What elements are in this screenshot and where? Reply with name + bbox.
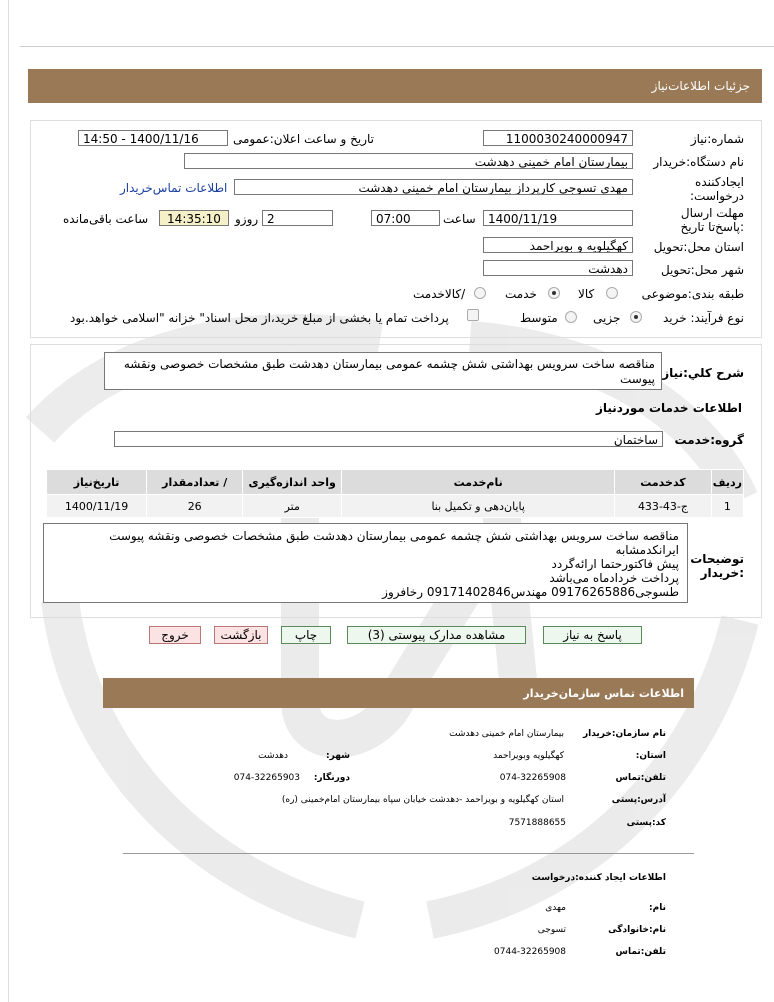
buyer-org-label: نام دستگاه:خریدار [653,155,744,169]
creator-family-value: تسوجی [537,925,566,935]
page-left-border [8,0,9,1002]
cell-service-name: پایان‌دهی و تکمیل بنا [342,495,615,518]
contact-province-value: کهگیلویه وبویراحمد [493,751,564,761]
city-label: شهر محل:تحویل [660,263,744,277]
reply-button[interactable]: پاسخ به نیاز [543,626,642,644]
category-radio-goods[interactable] [606,287,618,299]
cell-service-code: ج-43-433 [615,495,712,518]
creator-section-title: اطلاعات ایجاد کننده:درخواست [531,873,666,883]
contact-postal-label: کد:پستی [626,818,666,828]
creator-label: ایجادکننده درخواست: [690,175,744,203]
treasury-payment-checkbox[interactable] [467,309,479,321]
days-field: 2 [262,210,333,226]
col-header-unit: واحد اندازه‌گیری [243,470,342,495]
contact-postal-value: 7571888655 [508,818,566,828]
notes-line: مناقصه ساخت سرویس بهداشتی شش چشمه عمومی بیمارستان دهدشت طبق مشخصات خصوصی ونقشه پیوست [109,529,679,543]
cell-unit: متر [243,495,342,518]
buyer-org-field: بیمارستان امام خمینی دهدشت [184,153,633,169]
creator-name-label: نام: [649,903,666,913]
col-header-service-code: کدخدمت [615,470,712,495]
contact-city-label: شهر: [326,751,350,761]
notes-line: پرداخت خردادماه می‌باشد [549,571,679,585]
col-header-quantity: / تعدادمقدار [147,470,243,495]
days-label: روزو [235,212,259,226]
contact-org-value: بیمارستان امام خمینی دهدشت [449,729,564,739]
city-field: دهدشت [483,260,633,276]
col-header-service-name: نام‌خدمت [342,470,615,495]
deadline-date-field: 1400/11/19 [483,210,633,226]
print-button[interactable]: چاپ [281,626,331,644]
process-small-label: جزیی [593,311,621,325]
creator-name-value: مهدی [545,903,566,913]
details-header-title: جزئیات اطلاعات‌نیاز [651,79,750,93]
deadline-time-field: 07:00 [371,210,440,226]
notes-line: طسوجی09176265886 مهندس09171402846 رخافروز [382,585,679,599]
category-radio-goods-service[interactable] [474,287,486,299]
process-radio-medium[interactable] [565,311,577,323]
contact-address-label: آدرس:پستی [611,795,666,805]
details-header-bar [28,69,762,103]
creator-phone-label: تلفن:تماس [615,947,666,957]
service-group-field: ساختمان [114,431,663,447]
category-goods-service-label: /کالاخدمت [413,287,466,301]
service-group-label: گروه:خدمت [674,433,744,447]
category-service-label: خدمت [505,287,537,301]
remaining-time-label: ساعت باقی‌مانده [63,212,149,226]
services-table [46,469,744,518]
exit-button[interactable]: خروج [149,626,201,644]
remaining-time-field: 14:35:10 [159,210,229,226]
announce-label: تاریخ و ساعت اعلان:عمومی [232,132,374,146]
col-header-need-date: تاریخ‌نیاز [47,470,147,495]
buyer-notes-box [43,523,688,603]
summary-label: شرح کلي:نیاز [662,366,744,380]
notes-line: پیش فاکتورحتما ارائه‌گردد [551,557,679,571]
creator-family-label: نام:خانوادگی [608,925,666,935]
contact-phone-label: تلفن:تماس [615,773,666,783]
process-medium-label: متوسط [520,311,558,325]
summary-text: مناقصه ساخت سرویس بهداشتی شش چشمه عمومی بیمارستان دهدشت طبق مشخصات خصوصی ونقشه پیوست [104,352,662,390]
back-button[interactable]: بازگشت [214,626,268,644]
contact-province-label: استان: [635,751,666,761]
need-number-label: شماره:نیاز [690,132,744,146]
treasury-payment-note: پرداخت تمام یا بخشی از مبلغ خرید،از محل اسناد" خزانه "اسلامی خواهد.بود [70,311,449,325]
process-label: نوع فرآیند: خرید [663,311,744,325]
contact-address-value: استان کهگیلویه و بویراحمد -دهدشت خیابان سپاه بیمارستان امام‌خمینی (ره) [281,795,564,805]
contact-divider [123,853,694,854]
contact-fax-value: 074-32265903 [233,773,300,783]
creator-phone-value: 0744-32265908 [494,947,566,957]
category-label: طبقه بندی:موضوعی [641,287,744,301]
province-field: کهگیلویه و بویراحمد [483,237,633,253]
buyer-notes-label: توضیحات :خریدار [690,552,744,580]
contact-phone-value: 074-32265908 [499,773,566,783]
need-number-field: 1100030240000947 [483,130,633,146]
province-label: استان محل:تحویل [653,240,744,254]
contact-header-bar [103,678,694,708]
announce-field: 1400/11/16 - 14:50 [78,130,228,146]
contact-fax-label: دورنگار: [313,773,350,783]
deadline-label: مهلت ارسال :پاسخ‌تا تاریخ [680,206,744,234]
creator-field: مهدی تسوجی کارپرداز بیمارستان امام خمینی دهدشت [234,179,633,195]
category-radio-service[interactable] [548,287,560,299]
col-header-row-number: ردیف [711,470,743,495]
category-goods-label: کالا [578,287,595,301]
process-radio-small[interactable] [630,311,642,323]
cell-row-number: 1 [711,495,743,518]
deadline-time-label: ساعت [443,212,476,226]
top-divider [20,46,774,47]
cell-quantity: 26 [147,495,243,518]
notes-line: ایرانکدمشابه [615,543,679,557]
table-row [47,495,744,518]
buyer-contact-link[interactable]: اطلاعات تماس‌خریدار [120,181,228,195]
contact-header-title: اطلاعات تماس سازمان‌خریدار [523,687,684,700]
contact-org-label: نام سازمان:خریدار [582,729,666,739]
view-attachments-button[interactable]: مشاهده مدارک پیوستی (3) [347,626,526,644]
cell-need-date: 1400/11/19 [47,495,147,518]
contact-city-value: دهدشت [258,751,288,761]
table-header-row [47,470,744,495]
services-title: اطلاعات خدمات موردنیاز [595,401,742,415]
